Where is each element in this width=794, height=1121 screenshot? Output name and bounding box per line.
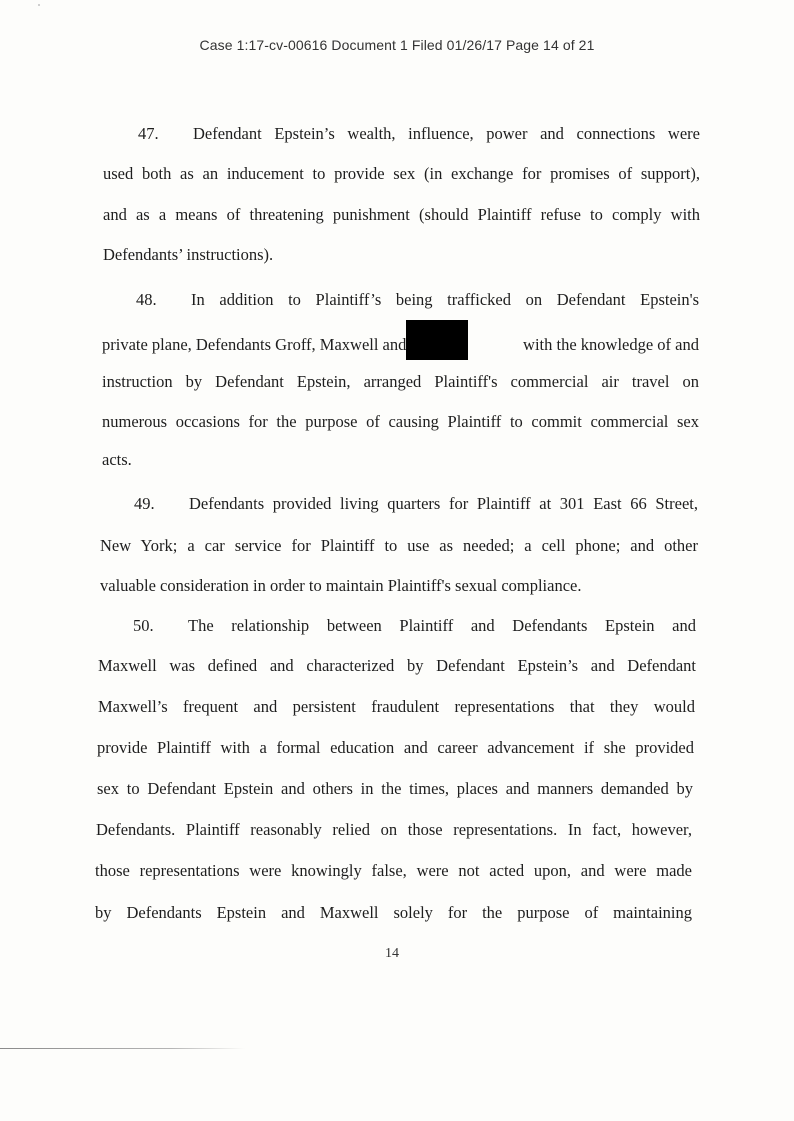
text-line: Defendant Epstein’s wealth, influence, power and connections were [193, 124, 700, 143]
text-line: Maxwell was defined and characterized by Defendant Epstein’s and Defendant [98, 656, 696, 675]
page-number: 14 [385, 946, 399, 961]
scan-artifact [38, 4, 40, 6]
text-line: by Defendants Epstein and Maxwell solely for the purpose of maintaining [95, 903, 692, 922]
case-header: Case 1:17-cv-00616 Document 1 Filed 01/26/17 Page 14 of 21 [199, 37, 595, 53]
text-line: Defendants’ instructions). [103, 245, 274, 264]
paragraph-50-first-line [133, 616, 696, 636]
text-line: Defendants provided living quarters for Plaintiff at 301 East 66 Street, [189, 494, 698, 513]
text-line: private plane, Defendants Groff, Maxwell and [102, 335, 407, 354]
paragraph-number: 48. [136, 290, 157, 309]
paragraph-number: 50. [133, 616, 154, 635]
paragraph-47-first-line [138, 124, 700, 144]
text-line: instruction by Defendant Epstein, arranged Plaintiff's commercial air travel on [102, 372, 699, 391]
text-line: numerous occasions for the purpose of causing Plaintiff to commit commercial sex [102, 412, 699, 431]
text-line: and as a means of threatening punishment (should Plaintiff refuse to comply with [103, 205, 700, 224]
text-line: The relationship between Plaintiff and Defendants Epstein and [188, 616, 696, 635]
scan-edge-line [0, 1048, 245, 1049]
text-line: New York; a car service for Plaintiff to use as needed; a cell phone; and other [100, 536, 698, 555]
paragraph-48-first-line [136, 290, 699, 310]
text-line: valuable consideration in order to maintain Plaintiff's sexual compliance. [100, 576, 582, 595]
redaction-box [406, 320, 468, 360]
text-line: with the knowledge of and [523, 335, 699, 354]
text-line: those representations were knowingly false, were not acted upon, and were made [95, 861, 692, 880]
text-line: Maxwell’s frequent and persistent fraudulent representations that they would [98, 697, 695, 716]
paragraph-number: 47. [138, 124, 159, 143]
paragraph-number: 49. [134, 494, 155, 513]
text-line: used both as an inducement to provide sex (in exchange for promises of support), [103, 164, 700, 183]
text-line: Defendants. Plaintiff reasonably relied on those representations. In fact, however, [96, 820, 692, 839]
paragraph-49-first-line [134, 494, 698, 514]
text-line: acts. [102, 450, 132, 469]
text-line: sex to Defendant Epstein and others in the times, places and manners demanded by [97, 779, 693, 798]
paragraph-48-redacted-line [102, 330, 699, 360]
text-line: provide Plaintiff with a formal education and career advancement if she provided [97, 738, 694, 757]
text-line: In addition to Plaintiff’s being trafficked on Defendant Epstein's [191, 290, 699, 309]
